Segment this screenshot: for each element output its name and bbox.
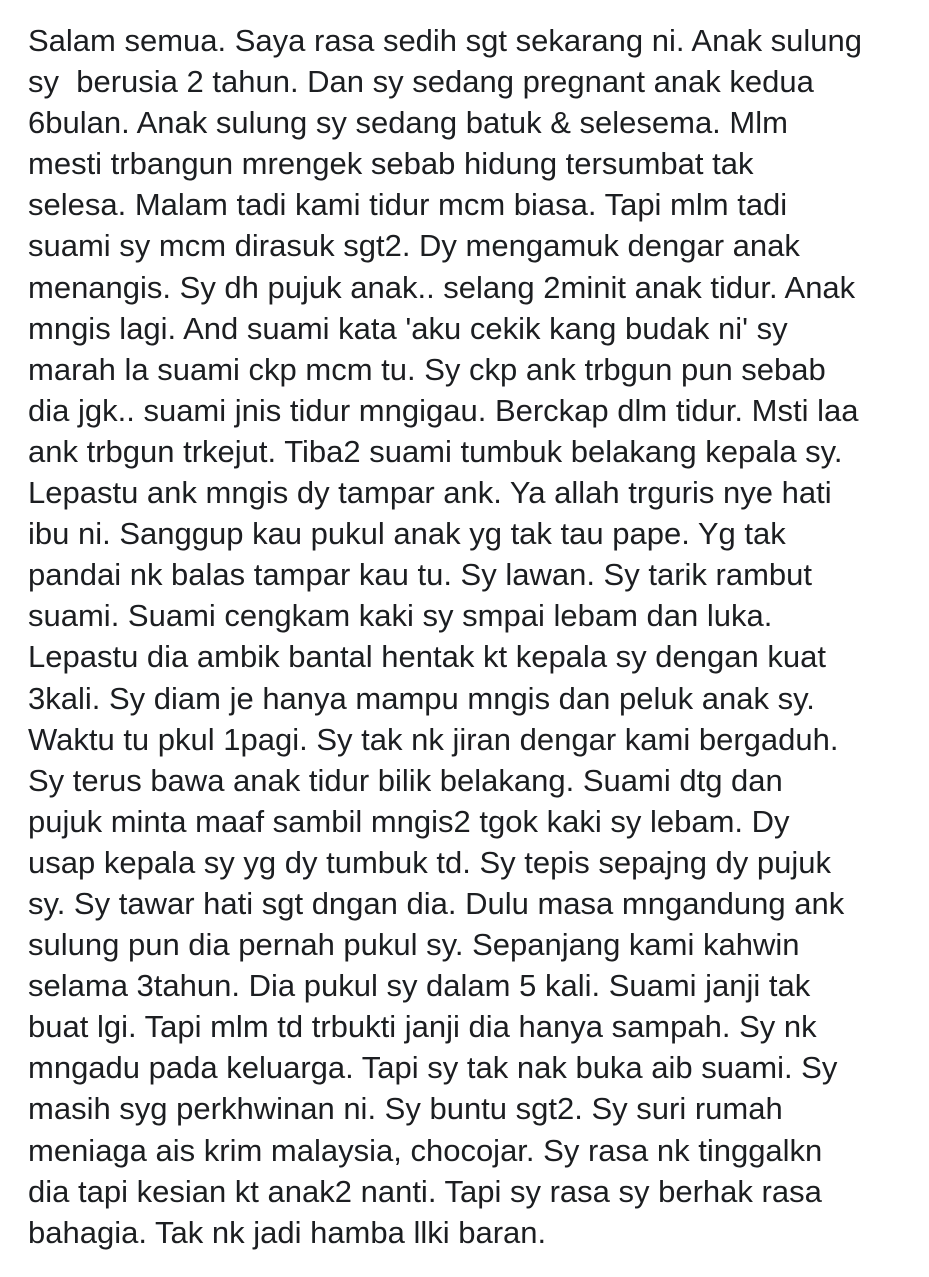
post-text-line: pandai nk balas tampar kau tu. Sy lawan. Sy tarik rambut bbox=[28, 557, 813, 593]
post-text-line: sy. Sy tawar hati sgt dngan dia. Dulu masa mngandung ank bbox=[28, 885, 845, 921]
post-text-line: sy berusia 2 tahun. Dan sy sedang pregnant anak kedua bbox=[28, 64, 814, 100]
post-text-line: Lepastu ank mngis dy tampar ank. Ya allah trguris nye hati bbox=[28, 475, 832, 511]
post-text-line: selama 3tahun. Dia pukul sy dalam 5 kali. Suami janji tak bbox=[28, 968, 811, 1004]
post-text-line: 6bulan. Anak sulung sy sedang batuk & selesema. Mlm bbox=[28, 105, 788, 141]
post-text-line: dia jgk.. suami jnis tidur mngigau. Berckap dlm tidur. Msti laa bbox=[28, 392, 859, 428]
post-text-line: usap kepala sy yg dy tumbuk td. Sy tepis sepajng dy pujuk bbox=[28, 844, 832, 880]
post-text-line: dia tapi kesian kt anak2 nanti. Tapi sy rasa sy berhak rasa bbox=[28, 1173, 822, 1209]
post-text-line: marah la suami ckp mcm tu. Sy ckp ank trbgun pun sebab bbox=[28, 351, 826, 387]
post-text-line: masih syg perkhwinan ni. Sy buntu sgt2. Sy suri rumah bbox=[28, 1091, 783, 1127]
post-text-line: sulung pun dia pernah pukul sy. Sepanjang kami kahwin bbox=[28, 927, 800, 963]
post-text-line: menangis. Sy dh pujuk anak.. selang 2minit anak tidur. Anak bbox=[28, 269, 856, 305]
post-text-line: Salam semua. Saya rasa sedih sgt sekarang ni. Anak sulung bbox=[28, 23, 863, 58]
post-text-line: suami sy mcm dirasuk sgt2. Dy mengamuk dengar anak bbox=[28, 228, 800, 264]
post-text-line: 3kali. Sy diam je hanya mampu mngis dan peluk anak sy. bbox=[28, 680, 815, 716]
post-text-line: bahagia. Tak nk jadi hamba llki baran. bbox=[28, 1214, 547, 1250]
post-text-line: mesti trbangun mrengek sebab hidung tersumbat tak bbox=[28, 146, 754, 182]
post-text-line: meniaga ais krim malaysia, chocojar. Sy rasa nk tinggalkn bbox=[28, 1132, 823, 1168]
post-text-line: mngadu pada keluarga. Tapi sy tak nak buka aib suami. Sy bbox=[28, 1050, 838, 1086]
post-text-line: Sy terus bawa anak tidur bilik belakang. Suami dtg dan bbox=[28, 762, 783, 798]
post-text-line: Waktu tu pkul 1pagi. Sy tak nk jiran dengar kami bergaduh. bbox=[28, 721, 839, 757]
post-text-line: Lepastu dia ambik bantal hentak kt kepala sy dengan kuat bbox=[28, 639, 826, 675]
post-text-line: ank trbgun trkejut. Tiba2 suami tumbuk belakang kepala sy. bbox=[28, 433, 843, 469]
post-body bbox=[28, 20, 918, 1253]
post-text-line: ibu ni. Sanggup kau pukul anak yg tak tau pape. Yg tak bbox=[28, 516, 786, 552]
post-text-line: mngis lagi. And suami kata 'aku cekik kang budak ni' sy bbox=[28, 310, 788, 346]
post-text-line: suami. Suami cengkam kaki sy smpai lebam dan luka. bbox=[28, 598, 773, 634]
post-text-line: buat lgi. Tapi mlm td trbukti janji dia hanya sampah. Sy nk bbox=[28, 1009, 817, 1045]
post-text-line: pujuk minta maaf sambil mngis2 tgok kaki sy lebam. Dy bbox=[28, 803, 790, 839]
post-text-line: selesa. Malam tadi kami tidur mcm biasa. Tapi mlm tadi bbox=[28, 187, 788, 223]
